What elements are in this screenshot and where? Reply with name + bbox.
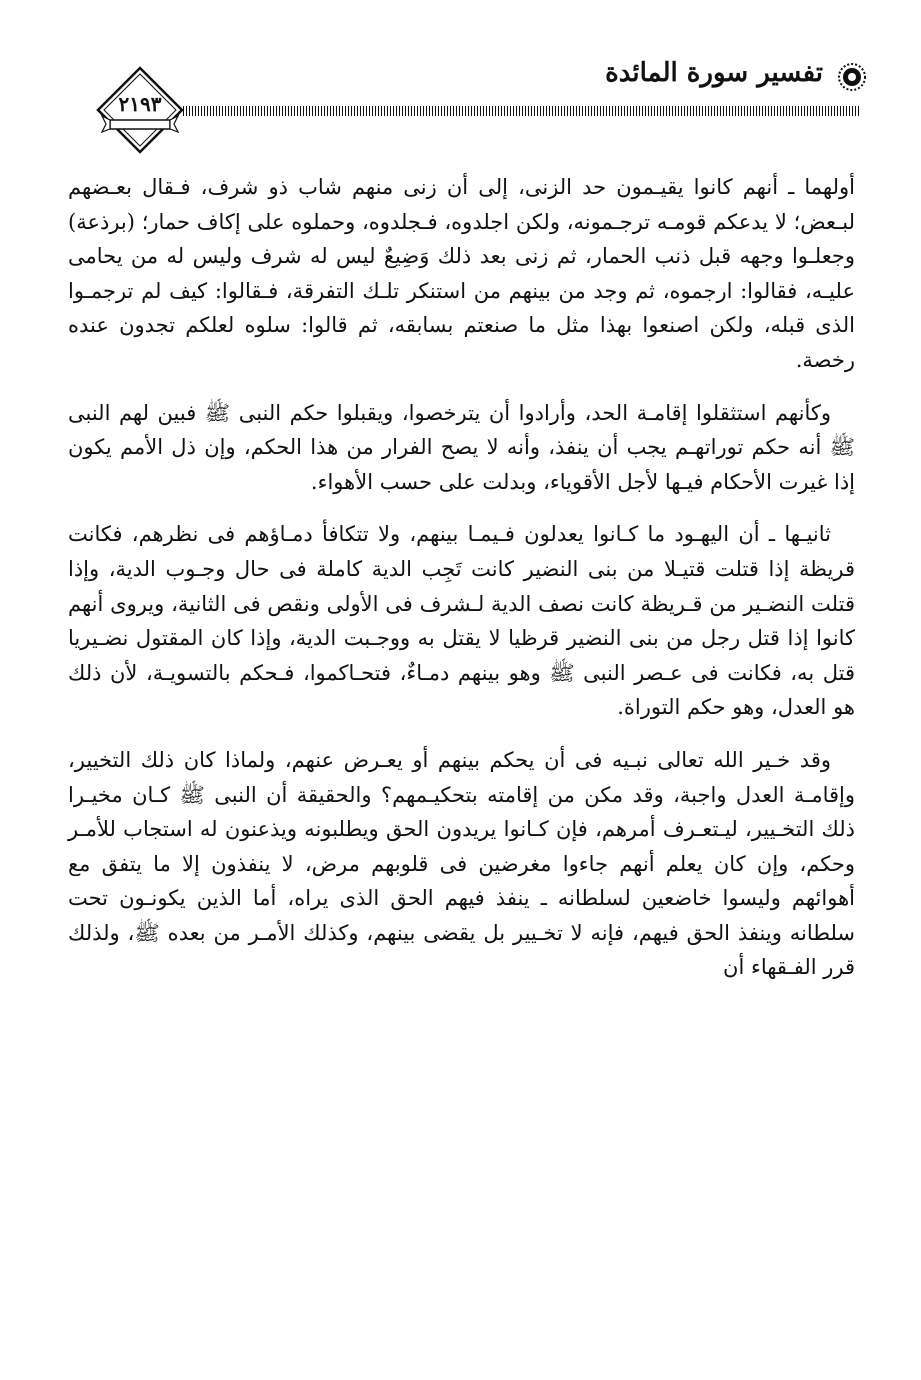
header-rule [183,106,859,116]
flower-ornament-icon [837,62,867,92]
page-header [0,0,921,160]
page-number: ٢١٩٣ [118,92,162,116]
paragraph-2: وكأنهم استثقلوا إقامـة الحد، وأرادوا أن يترخصوا، ويقبلوا حكم النبى ﷺ فبين لهم النبى ﷺ أنه حكم توراتهـم يجب أن ينفذ، وأنه لا يصح الفرار من هذا الحكم، وإن ذل الأمم يكون إذا غيرت الأحكام فيـها لأجل الأقوياء، وبدلت على حسب الأهواء. [68,400,855,494]
paragraph-3: ثانيـها ـ أن اليهـود ما كـانوا يعدلون فـيمـا بينهم، ولا تتكافأ دمـاؤهم فى نظرهم، فكانت قريظة إذا قتلت قتيـلا من بنى النضير كانت تَجِب الدية كاملة فى حال وجـوب الدية، وإذا قتلت النضـير من قـريظة كانت نصف الدية لـشرف فى الأولى ونقص فى الثانية، ويروى أنهم كانوا إذا قتل رجل من بنى النضير قرظيا لا يقتل به ووجـبت الدية، وإذا كان المقتول نضـيريا قتل به، فكانت فى عـصر النبى ﷺ وهو بينهم دمـاءٌ، فتحـاكموا، فـحكم بالتسويـة، لأن ذلك هو العدل، وهو حكم التوراة. [68,522,856,720]
running-title: تفسير سورة المائدة [605,58,823,88]
paragraph-1: أولهما ـ أنهم كانوا يقيـمون حد الزنى، إلى أن زنى منهم شاب ذو شرف، فـقال بعـضهم لبـعض؛ لا يدعكم قومـه ترجـمونه، ولكن اجلدوه، فـجلدوه، وحملوه على إكاف حمار؛ (برذعة) وجعلـوا وجهه قبل ذنب الحمار، ثم زنى بعد ذلك وَضِيعٌ ليس له شرف وليس له من يحامى عليـه، فقالوا: ارجموه، ثم وجد من بينهم من استنكر تلـك التفرقة، فـقالوا: كيف لم ترجمـوا الذى قبله، ولكن اصنعوا بهذا مثل ما صنعتم بسابقه، ثم قالوا: سلوه لعلكم تجدون عنده رخصة. [68,175,855,372]
paragraph-4: وقد خـير الله تعالى نبـيه فى أن يحكم بينهم أو يعـرض عنهم، ولماذا كان ذلك التخيير، وإقامـة العدل واجبة، وقد مكن من إقامته بتحكيـمهم؟ والحقيقة أن النبى ﷺ كـان مخيـرا ذلك التخـيير، ليـتعـرف أمرهم، فإن كـانوا يريدون الحق ويطلبونه ويذعنون له استجاب للأمـر وحكم، وإن كان يعلم أنهم جاءوا مغرضين فى قلوبهم مرض، لا ينفذون إلا ما يتفق مع أهوائهم وليسوا خاضعين لسلطانه ـ ينفذ فيهم الحق الذى يراه، أما الذين يكونـون تحت سلطانه وينفذ الحق فيهم، فإنه لا تخـيير بل يقضى بينهم، وكذلك الأمـر من بعده ﷺ، ولذلك قرر الفـقهاء أن [68,747,855,980]
page-body [68,170,855,1003]
